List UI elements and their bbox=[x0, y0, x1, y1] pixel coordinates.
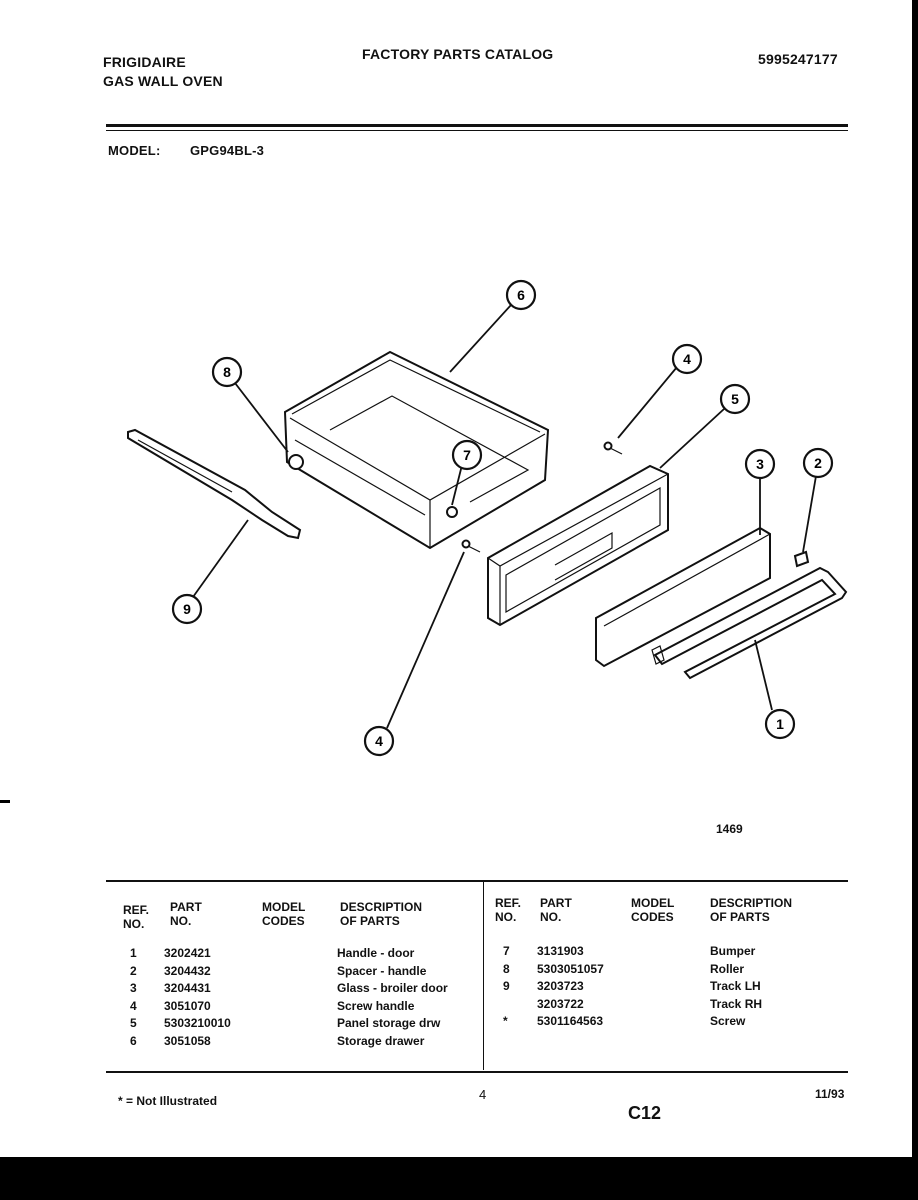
left-part-column bbox=[164, 945, 231, 1050]
svg-text:2: 2 bbox=[814, 455, 822, 471]
table-cell: Storage drawer bbox=[337, 1033, 425, 1048]
header-desc-line2: OF PARTS bbox=[710, 910, 770, 924]
left-ref-column bbox=[130, 945, 137, 1050]
right-desc-column bbox=[710, 943, 762, 1031]
header-ref-line1: REF. bbox=[495, 896, 522, 910]
header-ref-no-left bbox=[123, 903, 149, 931]
storage-drawer-part bbox=[285, 352, 548, 548]
table-cell: 3204431 bbox=[164, 981, 211, 995]
table-cell: 7 bbox=[503, 944, 510, 958]
table-cell: 3203723 bbox=[537, 979, 584, 993]
table-cell: Roller bbox=[710, 961, 745, 976]
table-cell: 4 bbox=[130, 998, 137, 1013]
header-model-line2: CODES bbox=[631, 910, 674, 924]
track-lh-part bbox=[128, 430, 300, 538]
header-ref-line2: NO. bbox=[123, 917, 145, 931]
header-model-codes-left bbox=[262, 900, 305, 928]
table-cell: 3203722 bbox=[537, 996, 584, 1011]
brand-name: FRIGIDAIRE bbox=[103, 54, 186, 70]
callout-8 bbox=[213, 358, 241, 386]
callout-5 bbox=[721, 385, 749, 413]
screw-lower-part bbox=[463, 541, 481, 553]
table-cell: 3 bbox=[130, 981, 137, 995]
svg-text:4: 4 bbox=[683, 351, 691, 367]
header-part-no-left bbox=[170, 900, 202, 928]
not-illustrated-note: * = Not Illustrated bbox=[118, 1094, 218, 1108]
table-cell: 3051070 bbox=[164, 998, 211, 1013]
header-description-left bbox=[340, 900, 422, 928]
callout-9 bbox=[173, 595, 201, 623]
header-model-line1: MODEL bbox=[262, 900, 306, 914]
table-cell: * bbox=[503, 1014, 508, 1028]
page-number: 4 bbox=[479, 1087, 487, 1102]
left-desc-column bbox=[337, 945, 448, 1050]
svg-text:1: 1 bbox=[776, 716, 784, 732]
right-ref-column bbox=[503, 943, 510, 1031]
table-cell: 1 bbox=[130, 946, 137, 960]
model-label: MODEL: bbox=[108, 143, 161, 158]
svg-text:5: 5 bbox=[731, 391, 739, 407]
table-cell: Spacer - handle bbox=[337, 963, 427, 978]
catalog-title: FACTORY PARTS CATALOG bbox=[362, 46, 554, 62]
callout-4-upper bbox=[673, 345, 701, 373]
table-cell: 3202421 bbox=[164, 946, 211, 960]
table-cell: 5303210010 bbox=[164, 1016, 231, 1030]
table-cell: Glass - broiler door bbox=[337, 981, 448, 995]
callout-4-lower bbox=[365, 727, 393, 755]
table-bottom-rule bbox=[106, 1071, 848, 1073]
header-part-line1: PART bbox=[540, 896, 572, 910]
header-desc-line1: DESCRIPTION bbox=[710, 896, 793, 910]
svg-text:9: 9 bbox=[183, 601, 191, 617]
table-cell: 9 bbox=[503, 979, 510, 993]
table-cell: Screw bbox=[710, 1014, 746, 1028]
header-part-line2: NO. bbox=[540, 910, 562, 924]
table-cell: Handle - door bbox=[337, 946, 415, 960]
table-cell: 8 bbox=[503, 961, 510, 976]
table-cell: Bumper bbox=[710, 944, 756, 958]
table-cell: Track LH bbox=[710, 979, 761, 993]
header-desc-line2: OF PARTS bbox=[340, 914, 400, 928]
table-cell: 3051058 bbox=[164, 1033, 211, 1048]
svg-text:3: 3 bbox=[756, 456, 764, 472]
callout-7 bbox=[453, 441, 481, 469]
table-cell: 3204432 bbox=[164, 963, 211, 978]
table-cell: 5303051057 bbox=[537, 961, 604, 976]
table-cell bbox=[503, 996, 510, 1014]
product-name: GAS WALL OVEN bbox=[103, 73, 223, 89]
right-part-column bbox=[537, 943, 604, 1031]
header-ref-line2: NO. bbox=[495, 910, 517, 924]
figure-number: 1469 bbox=[716, 822, 743, 836]
svg-text:4: 4 bbox=[375, 733, 383, 749]
header-ref-no-right bbox=[495, 896, 521, 924]
model-value: GPG94BL-3 bbox=[190, 143, 265, 158]
svg-text:7: 7 bbox=[463, 447, 471, 463]
header-part-no-right bbox=[540, 896, 572, 924]
callout-6 bbox=[507, 281, 535, 309]
screw-upper-part bbox=[605, 443, 623, 455]
header-ref-line1: REF. bbox=[123, 903, 150, 917]
table-cell: 5301164563 bbox=[537, 1014, 604, 1028]
revision-date: 11/93 bbox=[815, 1087, 845, 1101]
table-top-rule bbox=[106, 880, 848, 882]
section-code: C12 bbox=[628, 1103, 662, 1123]
svg-text:6: 6 bbox=[517, 287, 525, 303]
table-cell: 2 bbox=[130, 963, 137, 978]
table-cell: Track RH bbox=[710, 996, 763, 1011]
handle-spacer-part bbox=[795, 552, 808, 566]
table-cell: 5 bbox=[130, 1016, 137, 1030]
table-cell: 6 bbox=[130, 1033, 137, 1048]
header-part-line2: NO. bbox=[170, 914, 192, 928]
header-model-line1: MODEL bbox=[631, 896, 675, 910]
svg-text:8: 8 bbox=[223, 364, 231, 380]
callout-1 bbox=[766, 710, 794, 738]
table-column-divider bbox=[483, 882, 484, 1070]
header-part-line1: PART bbox=[170, 900, 202, 914]
catalog-number: 5995247177 bbox=[758, 51, 838, 67]
table-cell: 3131903 bbox=[537, 944, 584, 958]
header-model-codes-right bbox=[631, 896, 674, 924]
table-cell: Screw handle bbox=[337, 998, 415, 1013]
header-description-right bbox=[710, 896, 792, 924]
header-model-line2: CODES bbox=[262, 914, 305, 928]
header-desc-line1: DESCRIPTION bbox=[340, 900, 423, 914]
callout-2 bbox=[804, 449, 832, 477]
callout-3 bbox=[746, 450, 774, 478]
table-cell: Panel storage drw bbox=[337, 1016, 441, 1030]
